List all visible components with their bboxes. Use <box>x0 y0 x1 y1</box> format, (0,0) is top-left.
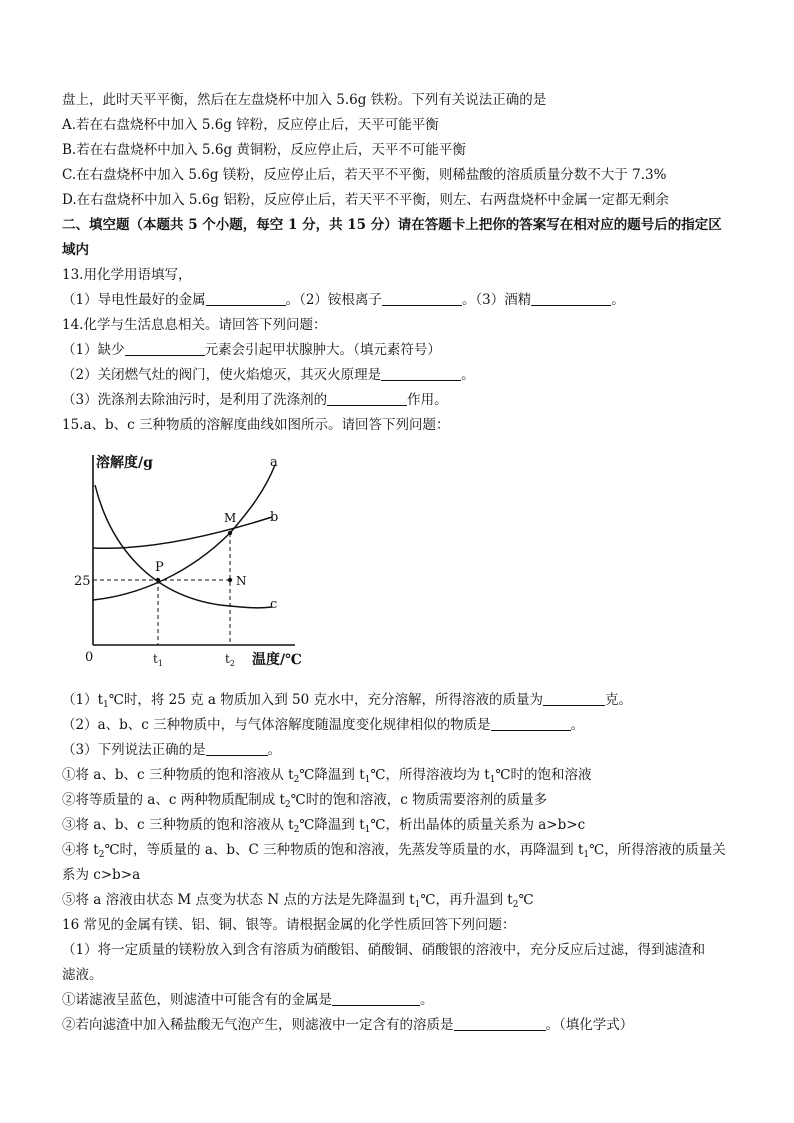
subscript: 2 <box>512 900 519 910</box>
question-13: 13.用化学用语填写， <box>62 267 192 283</box>
point-m <box>228 531 232 535</box>
question-16-1-cont: 滤液。 <box>62 967 103 983</box>
q13-part3: 。（3）酒精 <box>461 292 532 308</box>
q14-1-text: （1）缺少 <box>62 342 125 358</box>
text: 。（填化学式） <box>545 1017 634 1033</box>
answer-blank[interactable] <box>382 291 462 306</box>
question-14-3 <box>62 390 448 410</box>
point-p-label: P <box>155 560 164 575</box>
question-14-1 <box>62 340 441 360</box>
y25-label: 25 <box>74 574 91 589</box>
text: ①诺滤液呈蓝色，则滤渣中可能含有的金属是 <box>62 992 332 1008</box>
statement-4-cont: 系为 c>b>a <box>62 867 141 883</box>
subscript: 1 <box>414 900 421 910</box>
answer-blank[interactable] <box>206 741 268 756</box>
statement-2 <box>62 790 547 815</box>
text: 。 <box>570 717 585 733</box>
q14-1-text-end: 元素会引起甲状腺肿大。（填元素符号） <box>204 342 441 358</box>
option-b: B.若在右盘烧杯中加入 5.6g 黄铜粉，反应停止后，天平不可能平衡 <box>62 142 466 158</box>
q14-3-text: （3）洗涤剂去除油污时，是利用了洗涤剂的 <box>62 392 328 408</box>
text: 。 <box>267 742 282 758</box>
question-14: 14.化学与生活息息相关。请回答下列问题： <box>62 317 327 333</box>
text: ℃，析出晶体的质量关系为 a>b>c <box>370 817 586 833</box>
q14-2-end: 。 <box>461 367 475 383</box>
text: 。 <box>420 992 434 1008</box>
section-2-heading: 二、填空题（本题共 5 个小题，每空 1 分，共 15 分）请在答题卡上把你的答案写在相对应的题号后的指定区 <box>62 217 722 233</box>
question-16-1-i <box>62 990 434 1010</box>
option-d: D.在右盘烧杯中加入 5.6g 铝粉，反应停止后，若天平不平衡，则左、右两盘烧杯中金属一定都无剩余 <box>62 192 669 208</box>
text: （2）a、b、c 三种物质中，与气体溶解度随温度变化规律相似的物质是 <box>62 717 491 733</box>
text: ℃，再升温到 t <box>420 892 513 908</box>
option-c: C.在右盘烧杯中加入 5.6g 镁粉，反应停止后，若天平不平衡，则稀盐酸的溶质质量分数不大于 7.3% <box>62 167 667 183</box>
q13-part2: 。（2）铵根离子 <box>285 292 382 308</box>
text: ℃，所得溶液均为 t <box>370 767 490 783</box>
statement-4 <box>62 840 726 865</box>
solubility-curve-figure <box>74 445 340 675</box>
subscript: 1 <box>489 775 496 785</box>
statement-1 <box>62 765 592 790</box>
statement-3 <box>62 815 585 840</box>
answer-blank[interactable] <box>454 1016 546 1031</box>
answer-blank[interactable] <box>125 341 205 356</box>
y-axis-label: 溶解度/g <box>96 455 153 471</box>
subscript: 1 <box>364 775 371 785</box>
subscript: 2 <box>284 800 291 810</box>
answer-blank[interactable] <box>531 291 611 306</box>
text: ℃降温到 t <box>299 767 365 783</box>
text: ③将 a、b、c 三种物质的饱和溶液从 t <box>62 817 294 833</box>
q13-end: 。 <box>611 292 625 308</box>
question-15-3 <box>62 740 281 760</box>
x-axis-label: 温度/℃ <box>252 652 302 668</box>
text: 克。 <box>605 692 633 708</box>
text: （3）下列说法正确的是 <box>62 742 206 758</box>
curve-c-label: c <box>270 597 278 612</box>
option-a: A.若在右盘烧杯中加入 5.6g 锌粉，反应停止后，天平可能平衡 <box>62 117 439 133</box>
text: ①将 a、b、c 三种物质的饱和溶液从 t <box>62 767 294 783</box>
t2-label: $t_2$ <box>225 652 235 668</box>
answer-blank[interactable] <box>491 716 571 731</box>
question-16-1-ii <box>62 1015 633 1035</box>
point-n <box>228 578 232 582</box>
answer-blank[interactable] <box>332 991 420 1006</box>
point-m-label: M <box>224 511 237 525</box>
section-2-heading-cont: 域内 <box>62 242 89 258</box>
q12-stem-continued: 盘上，此时天平平衡，然后在左盘烧杯中加入 5.6g 铁粉。下列有关说法正确的是 <box>62 92 547 108</box>
subscript: 2 <box>98 850 105 860</box>
statement-5 <box>62 890 534 915</box>
q13-part1: （1）导电性最好的金属 <box>62 292 206 308</box>
subscript: 2 <box>293 825 300 835</box>
text: ℃时，将 25 克 a 物质加入到 50 克水中，充分溶解，所得溶液的质量为 <box>108 692 544 708</box>
text: ℃时的饱和溶液，c 物质需要溶剂的质量多 <box>290 792 548 808</box>
text: （1）t <box>62 692 104 708</box>
text: ②将等质量的 a、c 两种物质配制成 t <box>62 792 285 808</box>
curve-b-label: b <box>270 510 279 525</box>
question-13-blanks <box>62 290 625 310</box>
curve-a-label: a <box>270 455 278 470</box>
text: ℃降温到 t <box>299 817 365 833</box>
q14-2-text: （2）关闭燃气灶的阀门，使火焰熄灭，其灭火原理是 <box>62 367 382 383</box>
question-15-1 <box>62 690 632 715</box>
text: ②若向滤渣中加入稀盐酸无气泡产生，则滤液中一定含有的溶质是 <box>62 1017 454 1033</box>
origin-label: 0 <box>85 650 94 665</box>
answer-blank[interactable] <box>543 691 605 706</box>
answer-blank[interactable] <box>381 366 461 381</box>
curve-c <box>95 485 272 608</box>
answer-blank[interactable] <box>327 391 407 406</box>
text: ℃时，等质量的 a、b、C 三种物质的饱和溶液，先蒸发等质量的水，再降温到 t <box>104 842 584 858</box>
question-15: 15.a、b、c 三种物质的溶解度曲线如图所示。请回答下列问题： <box>62 417 450 433</box>
q14-3-end: 作用。 <box>407 392 448 408</box>
question-16: 16 常见的金属有镁、铝、铜、银等。请根据金属的化学性质回答下列问题： <box>62 917 516 933</box>
answer-blank[interactable] <box>206 291 286 306</box>
subscript: 2 <box>293 775 300 785</box>
subscript: 1 <box>103 700 109 710</box>
question-15-2 <box>62 715 584 735</box>
t1-label: $t_1$ <box>153 652 163 668</box>
point-p <box>156 578 160 582</box>
question-16-1: （1）将一定质量的镁粉放入到含有溶质为硝酸铝、硝酸铜、硝酸银的溶液中，充分反应后过滤，得到滤渣和 <box>62 942 706 958</box>
question-14-2 <box>62 365 475 385</box>
subscript: 1 <box>364 825 371 835</box>
point-n-label: N <box>236 574 247 588</box>
text: ④将 t <box>62 842 99 858</box>
text: ℃，所得溶液的质量关 <box>589 842 726 858</box>
text: ⑤将 a 溶液由状态 M 点变为状态 N 点的方法是先降温到 t <box>62 892 415 908</box>
subscript: 1 <box>583 850 590 860</box>
text: ℃时的饱和溶液 <box>495 767 592 783</box>
text: ℃ <box>518 892 534 908</box>
